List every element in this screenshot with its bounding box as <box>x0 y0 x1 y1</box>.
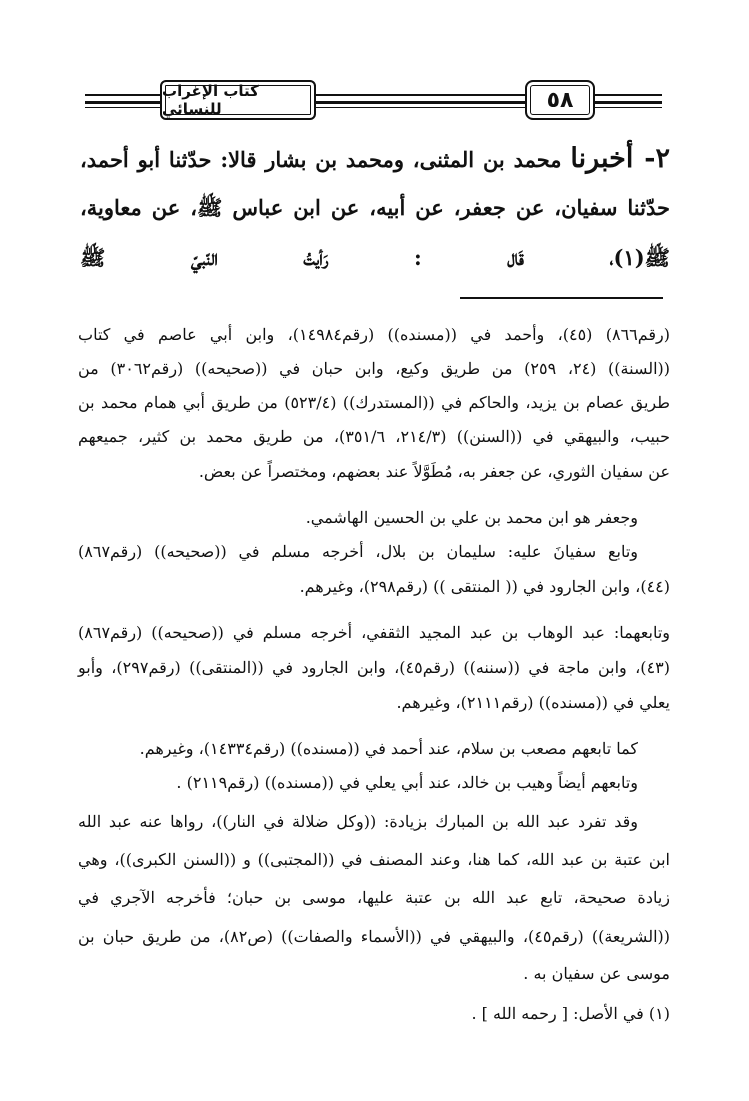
footnote-line: يعلي في ((مسنده)) (رقم٢١١١)، وغيرهم. <box>396 693 670 712</box>
footnote-line: (٤٣)، وابن ماجة في ((سننه)) (رقم٤٥)، وابن الجارود في ((المنتقى)) (رقم٢٩٧)، وأبو <box>78 658 670 677</box>
book-title: كتاب الإغراب للنسائي <box>160 80 316 120</box>
footnote-line: وتابع سفيانَ عليه: سليمان بن بلال، أخرجه مسلم في ((صحيحه)) (رقم٨٦٧) <box>78 542 638 561</box>
hadith-line <box>80 195 670 226</box>
footnote-line: ((الشريعة)) (رقم٤٥)، والبيهقي في ((الأسماء والصفات)) (ص٨٢)، من طريق حبان بن <box>78 927 670 946</box>
hadith-line-text: ﷺ(١)، قَال : رَأيتُ النّبيّ ﷺ <box>80 245 670 270</box>
footnote-line: وتابعهم أيضاً وهيب بن خالد، عند أبي يعلي في ((مسنده)) (رقم٢١١٩) . <box>176 773 638 792</box>
hadith-line-text: حدّثنا سفيان، عن جعفر، عن أبيه، عن ابن عباس ﷺ، عن معاوية، <box>80 195 670 220</box>
footnote-line: (رقم٨٦٦) (٤٥)، وأحمد في ((مسنده)) (رقم١٤٩٨٤)، وابن أبي عاصم في كتاب <box>78 325 671 344</box>
footnote-line: زيادة صحيحة، تابع عبد الله بن عتبة عليها، موسى بن حبان؛ فأخرجه الآجري في <box>78 888 670 907</box>
footnote-separator <box>460 297 663 299</box>
footnote-line: موسى عن سفيان به . <box>523 964 670 983</box>
footnote-line: طريق عصام بن يزيد، والحاكم في ((المستدرك)) (٥٢٣/٤) من طريق أبي همام محمد بن <box>78 393 670 412</box>
footnote-marker: (١) في الأصل: [ رحمه الله ] . <box>471 1004 670 1023</box>
footnote-line: (٤٤)، وابن الجارود في (( المنتقى )) (رقم٢٩٨)، وغيرهم. <box>299 577 670 596</box>
hadith-line-text: محمد بن المثنى، ومحمد بن بشار قالا: حدّثنا أبو أحمد، <box>80 147 562 172</box>
footnote-line: وتابعهما: عبد الوهاب بن عبد المجيد الثقفي، أخرجه مسلم في ((صحيحه)) (رقم٨٦٧) <box>78 623 670 642</box>
footnote-line: حبيب، والبيهقي في ((السنن)) (٢١٤/٣، ٣٥١/٦)، من طريق محمد بن كثير، جميعهم <box>78 427 671 446</box>
hadith-number-head: ٢- أخبرنا <box>570 143 670 174</box>
footnote-line: وجعفر هو ابن محمد بن علي بن الحسين الهاشمي. <box>305 508 638 527</box>
hadith-line <box>80 245 670 276</box>
footnote-line: وقد تفرد عبد الله بن المبارك بزيادة: ((وكل ضلالة في النار))، رواها عنه عبد الله <box>78 812 638 831</box>
footnote-line: ابن عتبة بن عبد الله، كما هنا، وعند المصنف في ((المجتبى)) و ((السنن الكبرى))، وهي <box>78 850 670 869</box>
page-number: ٥٨ <box>525 80 595 120</box>
footnote-line: عن سفيان الثوري، عن جعفر به، مُطَوَّلاً عند بعضهم، ومختصراً عن بعض. <box>198 462 670 481</box>
footnote-line: كما تابعهم مصعب بن سلام، عند أحمد في ((مسنده)) (رقم١٤٣٣٤)، وغيرهم. <box>139 739 638 758</box>
hadith-line <box>80 143 670 174</box>
footnote-line: ((السنة)) (٢٤، ٢٥٩) من طريق وكيع، وابن حبان في ((صحيحه)) (رقم٣٠٦٢) من <box>78 359 671 378</box>
